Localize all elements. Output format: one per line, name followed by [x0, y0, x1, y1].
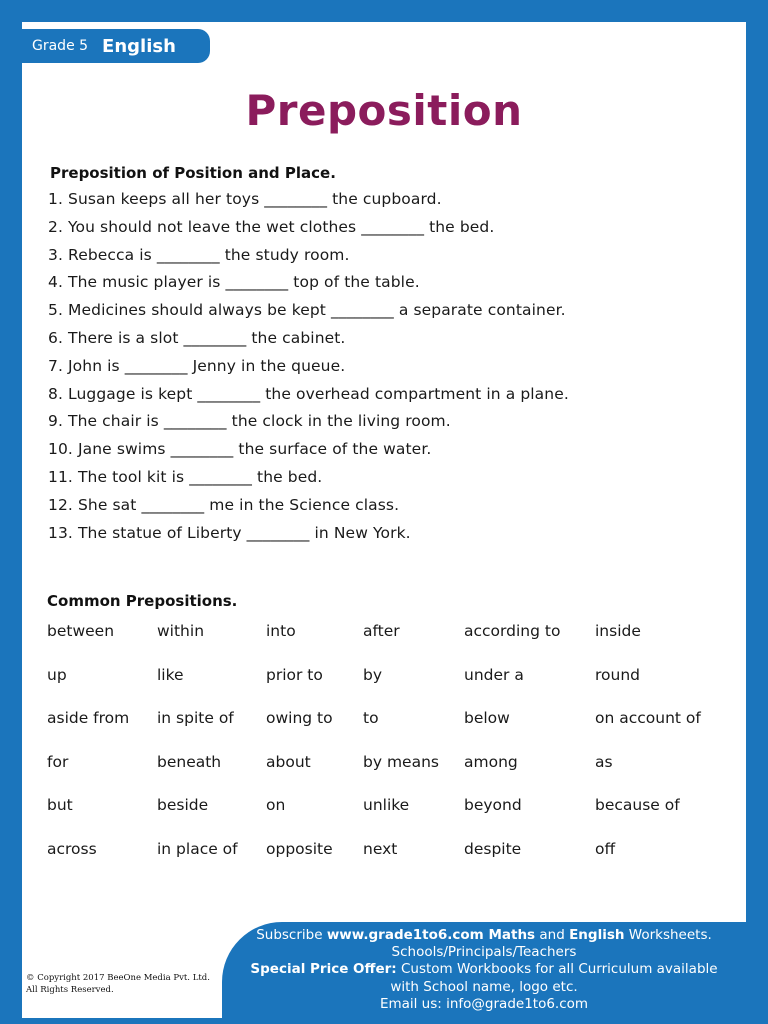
preposition-word: across: [47, 839, 97, 858]
question-item: 2. You should not leave the wet clothes ________ the bed.: [48, 217, 495, 236]
offer-line: [222, 961, 746, 978]
preposition-word: under a: [464, 665, 524, 684]
preposition-word: among: [464, 752, 518, 771]
preposition-word: into: [266, 622, 296, 640]
preposition-word: as: [595, 752, 613, 771]
preposition-word: opposite: [266, 839, 333, 858]
preposition-word: unlike: [363, 796, 410, 815]
subject-label: English: [102, 35, 176, 57]
preposition-word: on account of: [595, 709, 701, 728]
question-item: 13. The statue of Liberty ________ in New York.: [48, 523, 411, 542]
question-item: 4. The music player is ________ top of the table.: [48, 273, 420, 292]
preposition-word: beneath: [157, 752, 222, 771]
question-item: 1. Susan keeps all her toys ________ the cupboard.: [48, 190, 442, 208]
rights-line: All Rights Reserved.: [26, 985, 114, 995]
page-title: Preposition: [245, 86, 523, 135]
preposition-word: between: [47, 622, 115, 640]
preposition-word: within: [157, 622, 205, 640]
offer-text: Custom Workbooks for all Curriculum available: [396, 961, 718, 978]
english-label: English: [569, 927, 625, 943]
question-item: 3. Rebecca is ________ the study room.: [48, 245, 350, 264]
prepositions-grid: [47, 620, 735, 882]
audience-line: Schools/Principals/Teachers: [391, 944, 577, 961]
email-line[interactable]: Email us: info@grade1to6.com: [379, 995, 589, 1012]
preposition-word: off: [595, 839, 616, 858]
preposition-word: on: [266, 796, 286, 815]
preposition-word: below: [464, 709, 510, 728]
preposition-word: up: [47, 665, 67, 684]
grade-subject-tab: [22, 29, 210, 63]
preposition-word: for: [47, 752, 69, 771]
site-link[interactable]: www.grade1to6.com: [326, 927, 484, 943]
preposition-word: next: [363, 839, 398, 858]
question-item: 11. The tool kit is ________ the bed.: [48, 467, 323, 486]
preposition-word: prior to: [266, 665, 323, 684]
preposition-word: but: [47, 796, 73, 815]
worksheets-text: Worksheets.: [624, 927, 712, 943]
copyright-notice: [26, 972, 210, 996]
offer-label: Special Price Offer:: [250, 961, 397, 978]
preposition-word: about: [266, 752, 311, 771]
question-item: 12. She sat ________ me in the Science class.: [48, 495, 400, 514]
preposition-word: beside: [157, 796, 209, 815]
and-text: and: [535, 927, 570, 943]
school-branding-line: with School name, logo etc.: [390, 978, 578, 995]
preposition-word: after: [363, 622, 400, 640]
question-item: 7. John is ________ Jenny in the queue.: [48, 356, 346, 375]
question-item: 6. There is a slot ________ the cabinet.: [48, 328, 346, 347]
preposition-word: owing to: [266, 709, 333, 728]
preposition-word: by means: [363, 752, 439, 771]
worksheet-page: [22, 22, 746, 1018]
preposition-word: according to: [464, 622, 561, 640]
preposition-word: inside: [595, 622, 641, 640]
maths-label: Maths: [483, 927, 536, 943]
preposition-word: to: [363, 709, 379, 728]
question-item: 10. Jane swims ________ the surface of the water.: [48, 440, 432, 459]
preposition-word: in spite of: [157, 709, 234, 728]
question-item: 5. Medicines should always be kept ________ a separate container.: [48, 301, 566, 320]
question-item: 9. The chair is ________ the clock in the living room.: [48, 412, 451, 431]
question-item: 8. Luggage is kept ________ the overhead compartment in a plane.: [48, 384, 569, 403]
footer-promo: [222, 922, 746, 1018]
preposition-word: aside from: [47, 709, 130, 728]
subscribe-text: Subscribe: [256, 927, 327, 943]
common-prepositions-heading: Common Prepositions.: [47, 592, 238, 610]
preposition-word: in place of: [157, 839, 238, 858]
preposition-word: by: [363, 665, 383, 684]
preposition-word: like: [157, 665, 184, 684]
preposition-word: beyond: [464, 796, 522, 815]
grade-label: Grade 5: [32, 38, 89, 54]
preposition-word: because of: [595, 796, 680, 815]
preposition-word: despite: [464, 839, 522, 858]
preposition-word: round: [595, 665, 641, 684]
subscribe-line: [222, 927, 746, 944]
position-place-heading: Preposition of Position and Place.: [50, 164, 336, 182]
question-list: [48, 188, 569, 549]
copyright-line: © Copyright 2017 BeeOne Media Pvt. Ltd.: [26, 973, 210, 983]
